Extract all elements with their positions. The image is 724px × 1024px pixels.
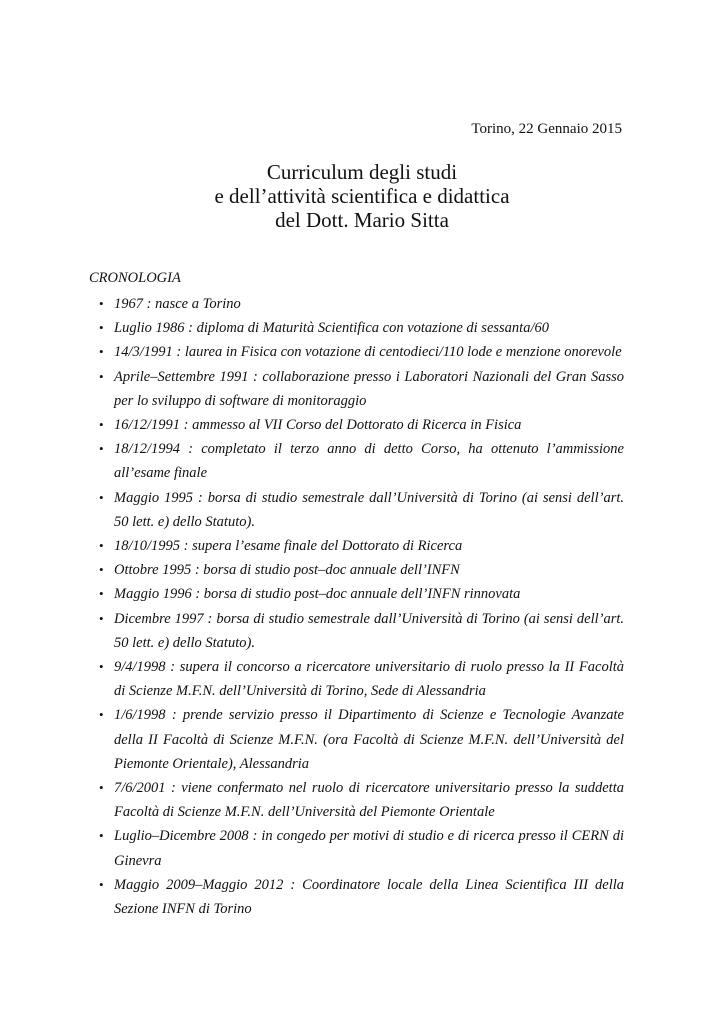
list-item: [89, 607, 624, 655]
list-item: [89, 413, 624, 437]
list-item-text: 1/6/1998 : prende servizio presso il Dipartimento di Scienze e Tecnologie Avanzate della II Facoltà di Scienze M.F.N. (ora Facoltà di Scienze M.F.N. dell’Università del Piemonte Orientale), Alessandria: [114, 707, 624, 772]
list-item-text: 9/4/1998 : supera il concorso a ricercatore universitario di ruolo presso la II Facoltà di Scienze M.F.N. dell’Università di Torino, Sede di Alessandria: [114, 659, 624, 700]
title-line: e dell’attività scientifica e didattica: [214, 184, 510, 208]
list-item: [89, 534, 624, 558]
document-title: [0, 160, 724, 232]
bullet-icon: •: [99, 344, 104, 360]
list-item: [89, 582, 624, 606]
list-item-text: 18/12/1994 : completato il terzo anno di detto Corso, ha ottenuto l’ammissione all’esame finale: [114, 441, 624, 482]
bullet-icon: •: [99, 659, 104, 675]
list-item: [89, 365, 624, 413]
list-item-text: 16/12/1991 : ammesso al VII Corso del Dottorato di Ricerca in Fisica: [114, 417, 522, 434]
list-item-text: Maggio 1995 : borsa di studio semestrale dall’Università di Torino (ai sensi dell’art. 50 lett. e) dello Statuto).: [114, 489, 624, 530]
list-item: [89, 824, 624, 872]
bullet-icon: •: [99, 296, 104, 311]
list-item: [89, 776, 624, 824]
list-item-text: Dicembre 1997 : borsa di studio semestrale dall’Università di Torino (ai sensi dell’art. 50 lett. e) dello Statuto).: [114, 610, 624, 651]
bullet-icon: •: [99, 417, 104, 433]
document-date: Torino, 22 Gennaio 2015: [471, 121, 622, 137]
list-item-text: Luglio 1986 : diploma di Maturità Scientifica con votazione di sessanta/60: [114, 320, 549, 337]
bullet-icon: •: [99, 562, 104, 578]
title-line: Curriculum degli studi: [266, 160, 458, 184]
bullet-icon: •: [99, 320, 104, 336]
bullet-icon: •: [99, 538, 104, 554]
bullet-icon: •: [99, 610, 104, 626]
list-item-text: Maggio 1996 : borsa di studio post–doc annuale dell’INFN rinnovata: [114, 586, 521, 603]
chronology-list: [89, 292, 624, 921]
bullet-icon: •: [99, 368, 104, 384]
bullet-icon: •: [99, 586, 104, 602]
bullet-icon: •: [99, 876, 104, 892]
list-item: [89, 437, 624, 485]
bullet-icon: •: [99, 707, 104, 723]
list-item-text: 18/10/1995 : supera l’esame finale del Dottorato di Ricerca: [114, 538, 463, 555]
bullet-icon: •: [99, 441, 104, 457]
list-item-text: Ottobre 1995 : borsa di studio post–doc annuale dell’INFN: [114, 562, 460, 579]
list-item: [89, 703, 624, 776]
list-item-text: 1967 : nasce a Torino: [114, 296, 241, 312]
list-item: [89, 316, 624, 340]
list-item-text: Maggio 2009–Maggio 2012 : Coordinatore locale della Linea Scientifica III della Sezione INFN di Torino: [114, 876, 624, 918]
list-item-text: Luglio–Dicembre 2008 : in congedo per motivi di studio e di ricerca presso il CERN di Ginevra: [114, 828, 624, 869]
list-item: [89, 292, 624, 316]
list-item: [89, 655, 624, 703]
bullet-icon: •: [99, 780, 104, 796]
list-item: [89, 486, 624, 534]
list-item-text: Aprile–Settembre 1991 : collaborazione presso i Laboratori Nazionali del Gran Sasso per lo sviluppo di software di monitoraggio: [114, 368, 624, 409]
list-item: [89, 873, 624, 921]
section-heading: CRONOLOGIA: [89, 270, 181, 286]
list-item: [89, 558, 624, 582]
list-item-text: 14/3/1991 : laurea in Fisica con votazione di centodieci/110 lode e menzione onorevole: [114, 344, 622, 361]
list-item-text: 7/6/2001 : viene confermato nel ruolo di ricercatore universitario presso la suddetta Facoltà di Scienze M.F.N. dell’Università del Piemonte Orientale: [114, 780, 624, 821]
bullet-icon: •: [99, 828, 104, 844]
list-item: [89, 340, 624, 364]
bullet-icon: •: [99, 489, 104, 505]
title-line: del Dott. Mario Sitta: [275, 208, 449, 232]
